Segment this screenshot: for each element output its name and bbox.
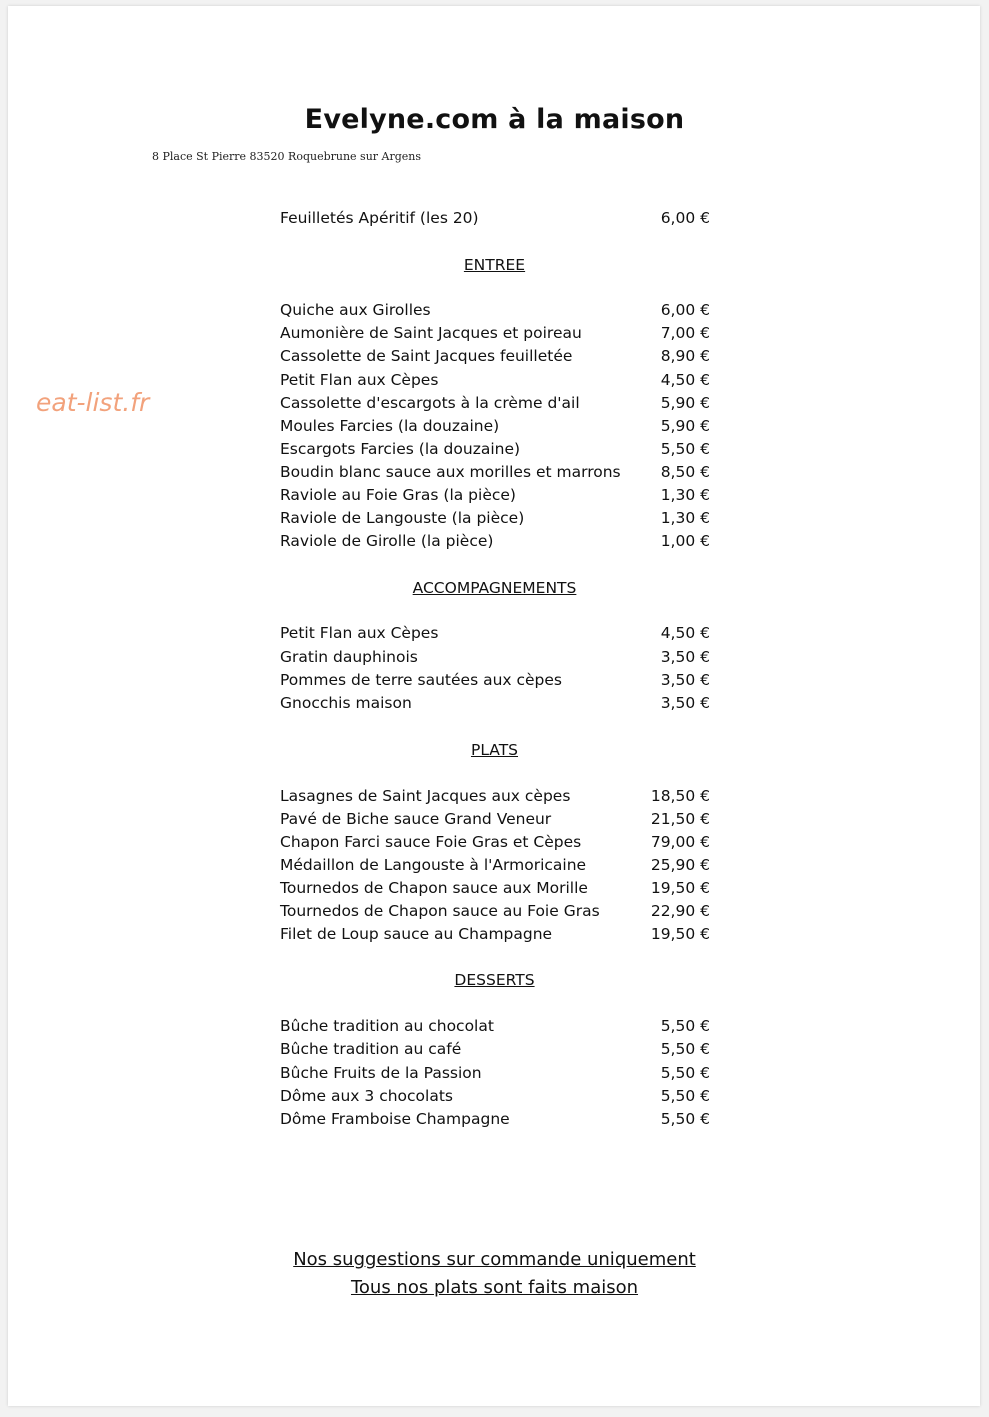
- menu-item: [280, 299, 710, 321]
- menu-item: [280, 1085, 710, 1107]
- menu-item-name: Cassolette d'escargots à la crème d'ail: [280, 394, 580, 412]
- footer-note-order: Nos suggestions sur commande uniquement: [293, 1249, 696, 1270]
- menu-item-price: 18,50 €: [650, 787, 710, 805]
- menu-item: [280, 622, 710, 644]
- menu-item-name: Escargots Farcies (la douzaine): [280, 440, 521, 458]
- menu-item-name: Filet de Loup sauce au Champagne: [280, 925, 553, 943]
- menu-item-price: 79,00 €: [650, 833, 710, 851]
- menu-item-price: 3,50 €: [660, 648, 710, 666]
- menu-item-price: 1,30 €: [660, 486, 710, 504]
- menu-item-name: Raviole de Langouste (la pièce): [280, 509, 525, 527]
- menu-item: [280, 692, 710, 714]
- menu-item-name: Tournedos de Chapon sauce aux Morille: [280, 879, 588, 897]
- menu-item-price: 6,00 €: [660, 301, 710, 319]
- menu-item: [280, 1108, 710, 1130]
- menu-item: [280, 345, 710, 367]
- menu-item: [280, 923, 710, 945]
- menu-item-name: Chapon Farci sauce Foie Gras et Cèpes: [280, 833, 582, 851]
- menu-item-name: Raviole au Foie Gras (la pièce): [280, 486, 516, 504]
- menu-item-price: 25,90 €: [650, 856, 710, 874]
- menu-item: [280, 1038, 710, 1060]
- menu-item-price: 1,30 €: [660, 509, 710, 527]
- page-title: Evelyne.com à la maison: [304, 104, 685, 135]
- menu-item: [280, 507, 710, 529]
- menu-item: [280, 438, 710, 460]
- footer-note-homemade: Tous nos plats sont faits maison: [350, 1277, 639, 1298]
- menu-item-name: Lasagnes de Saint Jacques aux cèpes: [280, 787, 571, 805]
- menu-item-price: 6,00 €: [660, 209, 710, 227]
- menu-item-price: 8,90 €: [660, 347, 710, 365]
- menu-item-name: Pommes de terre sautées aux cèpes: [280, 671, 563, 689]
- menu-item: [280, 322, 710, 344]
- menu-item: [280, 808, 710, 830]
- menu-item-name: Quiche aux Girolles: [280, 301, 431, 319]
- section-title-entree: ENTREE: [463, 256, 526, 274]
- menu-item-price: 19,50 €: [650, 879, 710, 897]
- menu-item-name: Petit Flan aux Cèpes: [280, 371, 439, 389]
- menu-item-name: Bûche tradition au café: [280, 1040, 462, 1058]
- menu-item-name: Tournedos de Chapon sauce au Foie Gras: [280, 902, 600, 920]
- menu-item: [280, 1015, 710, 1037]
- menu-item: [280, 461, 710, 483]
- menu-item-name: Bûche tradition au chocolat: [280, 1017, 494, 1035]
- menu-item-price: 5,50 €: [660, 1040, 710, 1058]
- section-title-desserts: DESSERTS: [454, 971, 535, 989]
- menu-item-price: 19,50 €: [650, 925, 710, 943]
- menu-item-name: Aumonière de Saint Jacques et poireau: [280, 324, 582, 342]
- menu-item-price: 5,50 €: [660, 440, 710, 458]
- menu-item-name: Gratin dauphinois: [280, 648, 418, 666]
- restaurant-address: 8 Place St Pierre 83520 Roquebrune sur Argens: [152, 150, 422, 163]
- menu-item: [280, 484, 710, 506]
- menu-item-price: 8,50 €: [660, 463, 710, 481]
- menu-item-price: 5,90 €: [660, 394, 710, 412]
- menu-item-name: Pavé de Biche sauce Grand Veneur: [280, 810, 552, 828]
- menu-item: [280, 415, 710, 437]
- menu-item-price: 21,50 €: [650, 810, 710, 828]
- section-title-plats: PLATS: [470, 741, 519, 759]
- menu-item-name: Boudin blanc sauce aux morilles et marrons: [280, 463, 621, 481]
- menu-item-aperitif: [280, 207, 710, 229]
- menu-item-name: Feuilletés Apéritif (les 20): [280, 209, 479, 227]
- menu-item-name: Médaillon de Langouste à l'Armoricaine: [280, 856, 587, 874]
- menu-item-price: 5,50 €: [660, 1064, 710, 1082]
- menu-item: [280, 900, 710, 922]
- menu-item-price: 5,50 €: [660, 1017, 710, 1035]
- menu-item-name: Cassolette de Saint Jacques feuilletée: [280, 347, 573, 365]
- menu-item: [280, 530, 710, 552]
- menu-item-price: 5,50 €: [660, 1110, 710, 1128]
- menu-item: [280, 877, 710, 899]
- menu-item: [280, 1062, 710, 1084]
- menu-item-price: 3,50 €: [660, 671, 710, 689]
- menu-item-name: Bûche Fruits de la Passion: [280, 1064, 482, 1082]
- menu-item-price: 4,50 €: [660, 624, 710, 642]
- section-title-accompagnements: ACCOMPAGNEMENTS: [412, 579, 577, 597]
- menu-item-name: Gnocchis maison: [280, 694, 412, 712]
- menu-item-price: 7,00 €: [660, 324, 710, 342]
- menu-item: [280, 369, 710, 391]
- menu-item: [280, 854, 710, 876]
- menu-item-name: Dôme aux 3 chocolats: [280, 1087, 453, 1105]
- menu-item-name: Raviole de Girolle (la pièce): [280, 532, 494, 550]
- menu-item: [280, 392, 710, 414]
- watermark: eat-list.fr: [36, 388, 150, 417]
- menu-item-price: 5,90 €: [660, 417, 710, 435]
- menu-item-price: 1,00 €: [660, 532, 710, 550]
- menu-item-price: 3,50 €: [660, 694, 710, 712]
- menu-item: [280, 646, 710, 668]
- menu-item: [280, 669, 710, 691]
- menu-item: [280, 785, 710, 807]
- menu-item-name: Moules Farcies (la douzaine): [280, 417, 500, 435]
- menu-item: [280, 831, 710, 853]
- menu-item-price: 5,50 €: [660, 1087, 710, 1105]
- menu-item-name: Dôme Framboise Champagne: [280, 1110, 510, 1128]
- menu-item-price: 22,90 €: [650, 902, 710, 920]
- menu-item-name: Petit Flan aux Cèpes: [280, 624, 439, 642]
- menu-item-price: 4,50 €: [660, 371, 710, 389]
